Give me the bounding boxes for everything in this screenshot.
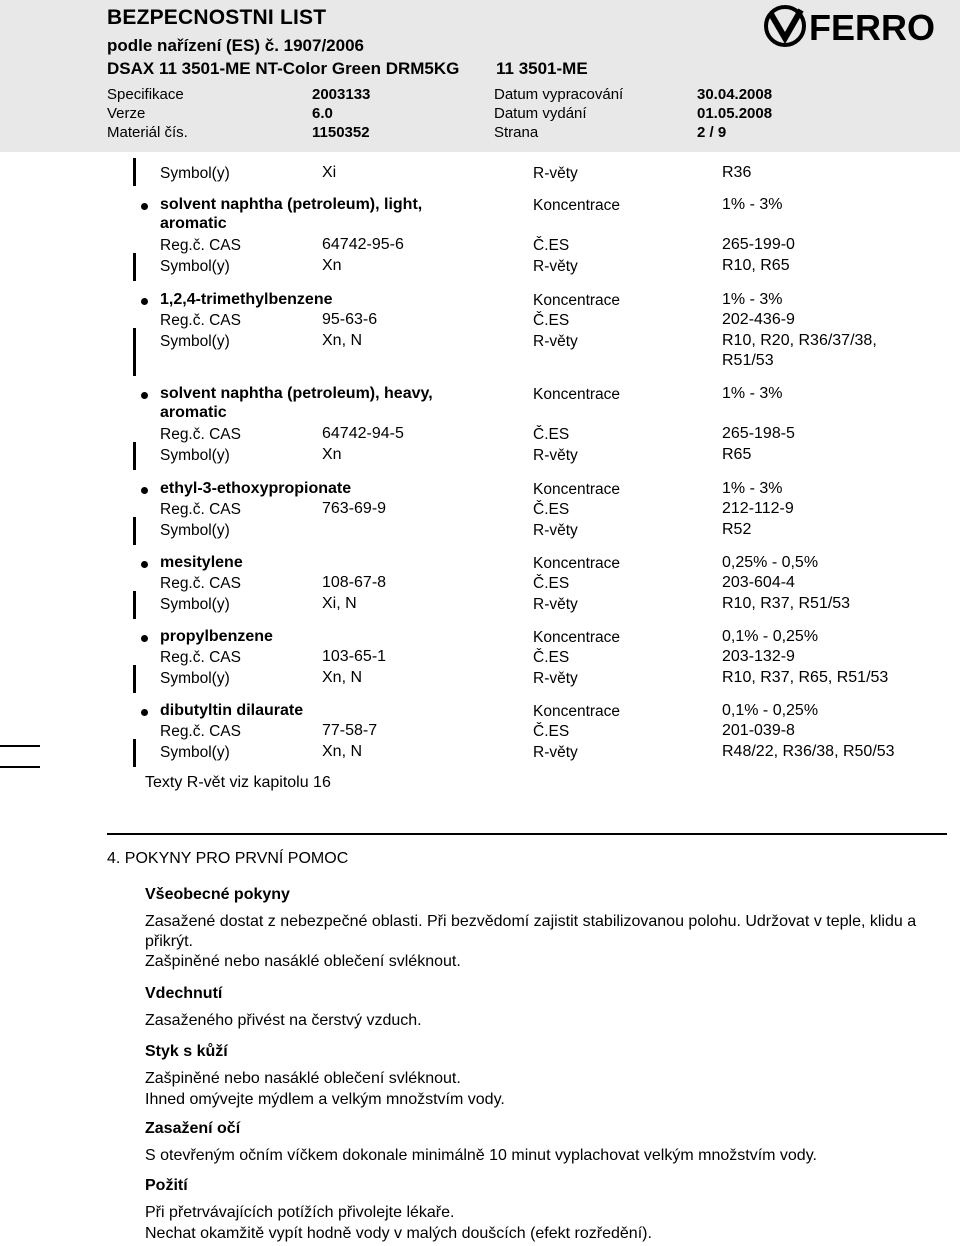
section-divider [107, 833, 947, 835]
es-value: 202-436-9 [722, 311, 795, 328]
symbol-label: Symbol(y) [160, 333, 230, 350]
es-value: 201-039-8 [722, 722, 795, 739]
symbol-label: Symbol(y) [160, 596, 230, 613]
concentration-value: 1% - 3% [722, 291, 783, 308]
r-label: R-věty [533, 596, 578, 613]
bullet-icon [141, 298, 148, 305]
concentration-value: 1% - 3% [722, 385, 783, 402]
change-bar [133, 442, 136, 470]
ferro-logo [763, 4, 953, 48]
first-aid-heading: Vdechnutí [145, 985, 223, 1002]
meta-value: 6.0 [312, 105, 333, 122]
meta-label: Specifikace [107, 86, 184, 103]
first-aid-text: Zašpiněné nebo nasáklé oblečení svléknout. [145, 1070, 461, 1087]
cas-value: 77-58-7 [322, 722, 378, 739]
symbol-label: Symbol(y) [160, 258, 230, 275]
bullet-icon [141, 635, 148, 642]
symbol-value: Xi, N [322, 595, 357, 612]
document-title: BEZPECNOSTNI LIST [107, 6, 327, 29]
concentration-label: Koncentrace [533, 386, 621, 403]
first-aid-heading: Zasažení očí [145, 1120, 241, 1137]
bullet-icon [141, 561, 148, 568]
first-aid-heading: Požití [145, 1177, 188, 1194]
cas-value: 103-65-1 [322, 648, 387, 665]
substance-name: solvent naphtha (petroleum), heavy, [160, 385, 433, 402]
substance-name: dibutyltin dilaurate [160, 702, 304, 719]
substance-name: 1,2,4-trimethylbenzene [160, 291, 333, 308]
r-label: R-věty [533, 522, 578, 539]
es-value: 203-132-9 [722, 648, 795, 665]
change-bar [133, 665, 136, 693]
symbol-value: Xn [322, 257, 342, 274]
r-note: Texty R-vět viz kapitolu 16 [145, 774, 331, 791]
substance-name-cont: aromatic [160, 215, 227, 232]
concentration-value: 1% - 3% [722, 196, 783, 213]
first-aid-heading: Styk s kůží [145, 1043, 228, 1060]
r-value: R65 [722, 446, 752, 463]
concentration-label: Koncentrace [533, 555, 621, 572]
es-label: Č.ES [533, 501, 570, 518]
change-bar [133, 253, 136, 281]
cas-label: Reg.č. CAS [160, 723, 241, 740]
change-bar [133, 328, 136, 376]
r-value: R36 [722, 164, 752, 181]
first-aid-text: Při přetrvávajících potížích přivolejte lékaře. [145, 1204, 455, 1221]
meta-label: Verze [107, 105, 146, 122]
cas-label: Reg.č. CAS [160, 426, 241, 443]
regulation-line: podle nařízení (ES) č. 1907/2006 [107, 36, 365, 55]
r-value: R10, R37, R51/53 [722, 595, 851, 612]
cas-label: Reg.č. CAS [160, 237, 241, 254]
cas-value: 763-69-9 [322, 500, 387, 517]
substance-name: ethyl-3-ethoxypropionate [160, 480, 352, 497]
symbol-label: Symbol(y) [160, 522, 230, 539]
es-value: 203-604-4 [722, 574, 795, 591]
es-value: 265-198-5 [722, 425, 795, 442]
logo-text: FERRO [809, 7, 935, 48]
concentration-value: 0,1% - 0,25% [722, 702, 819, 719]
es-label: Č.ES [533, 237, 570, 254]
meta-label: Materiál čís. [107, 124, 188, 141]
r-label: R-věty [533, 333, 578, 350]
cas-label: Reg.č. CAS [160, 312, 241, 329]
meta-value: 01.05.2008 [697, 105, 773, 122]
meta-value: 2 / 9 [697, 124, 727, 141]
concentration-label: Koncentrace [533, 481, 621, 498]
concentration-value: 1% - 3% [722, 480, 783, 497]
r-label: R-věty [533, 258, 578, 275]
first-aid-text: Zasaženého přivést na čerstvý vzduch. [145, 1012, 422, 1029]
bullet-icon [141, 203, 148, 210]
es-value: 265-199-0 [722, 236, 795, 253]
es-label: Č.ES [533, 649, 570, 666]
bullet-icon [141, 709, 148, 716]
r-value: R48/22, R36/38, R50/53 [722, 743, 895, 760]
meta-label: Datum vydání [494, 105, 587, 122]
concentration-label: Koncentrace [533, 197, 621, 214]
meta-value: 30.04.2008 [697, 86, 773, 103]
bullet-icon [141, 487, 148, 494]
product-name: DSAX 11 3501-ME NT-Color Green DRM5KG [107, 59, 460, 78]
cas-value: 95-63-6 [322, 311, 378, 328]
substance-name: mesitylene [160, 554, 243, 571]
r-label: R-věty [533, 447, 578, 464]
substance-name-cont: aromatic [160, 404, 227, 421]
substance-name: propylbenzene [160, 628, 273, 645]
r-label: R-věty [533, 744, 578, 761]
cas-value: 64742-94-5 [322, 425, 404, 442]
margin-mark [0, 766, 40, 768]
product-code: 11 3501-ME [496, 59, 588, 78]
document-header [0, 0, 960, 152]
meta-value: 1150352 [312, 124, 370, 141]
es-label: Č.ES [533, 575, 570, 592]
margin-mark [0, 745, 40, 747]
r-value: R10, R20, R36/37/38, [722, 332, 877, 349]
bullet-icon [141, 392, 148, 399]
first-aid-heading: Všeobecné pokyny [145, 886, 290, 903]
change-bar [133, 591, 136, 619]
symbol-label: Symbol(y) [160, 165, 230, 182]
change-bar [133, 158, 136, 186]
r-label: R-věty [533, 670, 578, 687]
first-aid-text: Nechat okamžitě vypít hodně vody v malých doušcích (efekt rozředění). [145, 1225, 652, 1242]
section-title: 4. POKYNY PRO PRVNÍ POMOC [107, 850, 349, 867]
symbol-label: Symbol(y) [160, 744, 230, 761]
cas-label: Reg.č. CAS [160, 649, 241, 666]
r-label: R-věty [533, 165, 578, 182]
symbol-label: Symbol(y) [160, 670, 230, 687]
cas-label: Reg.č. CAS [160, 575, 241, 592]
concentration-value: 0,25% - 0,5% [722, 554, 819, 571]
meta-label: Datum vypracování [494, 86, 624, 103]
meta-label: Strana [494, 124, 539, 141]
first-aid-text: Zasažené dostat z nebezpečné oblasti. Při bezvědomí zajistit stabilizovanou polohu. Udržovat v teple, klidu a přikrýt. [145, 913, 917, 950]
symbol-label: Symbol(y) [160, 447, 230, 464]
symbol-value: Xn, N [322, 743, 363, 760]
es-label: Č.ES [533, 723, 570, 740]
r-value: R52 [722, 521, 752, 538]
symbol-value: Xn [322, 446, 342, 463]
concentration-label: Koncentrace [533, 292, 621, 309]
symbol-value: Xn, N [322, 669, 363, 686]
meta-value: 2003133 [312, 86, 371, 103]
es-value: 212-112-9 [722, 500, 794, 517]
first-aid-text: Ihned omývejte mýdlem a velkým množstvím vody. [145, 1091, 505, 1108]
cas-value: 64742-95-6 [322, 236, 404, 253]
symbol-value: Xn, N [322, 332, 363, 349]
r-value-cont: R51/53 [722, 352, 774, 369]
cas-label: Reg.č. CAS [160, 501, 241, 518]
first-aid-text: Zašpiněné nebo nasáklé oblečení svléknout. [145, 953, 461, 970]
concentration-value: 0,1% - 0,25% [722, 628, 819, 645]
cas-value: 108-67-8 [322, 574, 387, 591]
change-bar [133, 739, 136, 767]
es-label: Č.ES [533, 312, 570, 329]
concentration-label: Koncentrace [533, 629, 621, 646]
first-aid-text: S otevřeným očním víčkem dokonale minimálně 10 minut vyplachovat velkým množstvím vody. [145, 1147, 817, 1164]
es-label: Č.ES [533, 426, 570, 443]
concentration-label: Koncentrace [533, 703, 621, 720]
symbol-value: Xi [322, 164, 337, 181]
change-bar [133, 517, 136, 545]
r-value: R10, R65 [722, 257, 790, 274]
substance-name: solvent naphtha (petroleum), light, [160, 196, 423, 213]
r-value: R10, R37, R65, R51/53 [722, 669, 889, 686]
